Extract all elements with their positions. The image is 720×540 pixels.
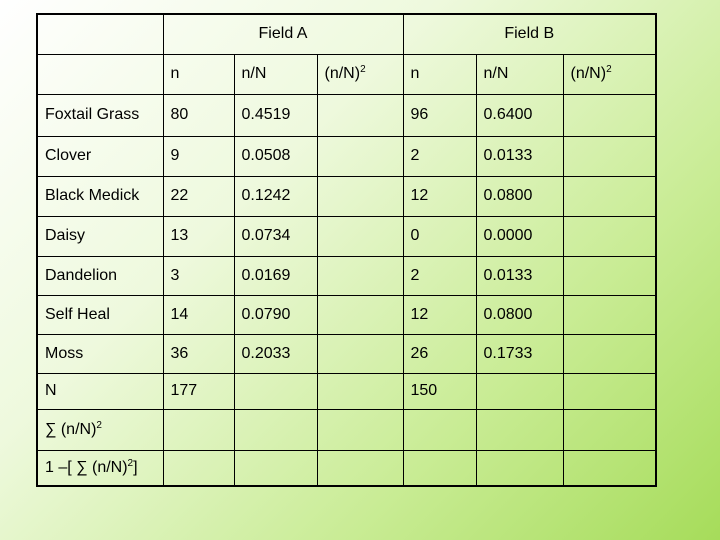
table-row: [37, 136, 656, 176]
field-a-sq-text: (n/N): [324, 65, 361, 82]
field-a-div-nN: [234, 450, 317, 486]
field-a-total-n: 177: [163, 373, 234, 409]
field-b-n: 96: [403, 94, 476, 136]
field-b-header: Field B: [403, 14, 656, 54]
field-header-row: [37, 14, 656, 54]
field-b-nN: 0.6400: [476, 94, 563, 136]
field-a-sum-n: [163, 409, 234, 450]
totals-label: N: [37, 373, 163, 409]
field-b-nN: 0.0000: [476, 216, 563, 256]
field-a-total-nN: [234, 373, 317, 409]
field-b-nN: 0.1733: [476, 334, 563, 373]
field-a-nN: 0.0169: [234, 256, 317, 295]
field-a-sq: [317, 256, 403, 295]
sum-squares-row: [37, 409, 656, 450]
table-row: [37, 256, 656, 295]
totals-row: [37, 373, 656, 409]
field-a-nN: 0.2033: [234, 334, 317, 373]
field-a-sq: [317, 334, 403, 373]
field-b-total-n: 150: [403, 373, 476, 409]
field-a-n: 9: [163, 136, 234, 176]
field-b-sum-nN: [476, 409, 563, 450]
diversity-index-label: [37, 450, 163, 486]
field-b-sq: [563, 176, 656, 216]
field-a-nN: 0.0790: [234, 295, 317, 334]
field-a-nN-header: n/N: [234, 54, 317, 94]
field-a-nN: 0.0508: [234, 136, 317, 176]
field-b-sq: [563, 295, 656, 334]
field-b-sum-sq: [563, 409, 656, 450]
field-b-sq-exp: 2: [606, 64, 612, 75]
field-a-sq: [317, 94, 403, 136]
field-b-sq: [563, 256, 656, 295]
corner-cell: [37, 14, 163, 54]
field-b-div-n: [403, 450, 476, 486]
field-a-n: 22: [163, 176, 234, 216]
species-name: Daisy: [37, 216, 163, 256]
field-a-sum-sq: [317, 409, 403, 450]
field-a-sq: [317, 216, 403, 256]
diversity-index-row: [37, 450, 656, 486]
field-b-sq: [563, 94, 656, 136]
table-row: [37, 334, 656, 373]
field-b-total-sq: [563, 373, 656, 409]
field-b-div-nN: [476, 450, 563, 486]
field-a-sum-nN: [234, 409, 317, 450]
field-b-nN: 0.0800: [476, 176, 563, 216]
field-a-div-n: [163, 450, 234, 486]
diversity-exp: 2: [127, 457, 134, 469]
species-column-header: [37, 54, 163, 94]
field-a-n-header: n: [163, 54, 234, 94]
field-b-sq: [563, 136, 656, 176]
field-b-n: 2: [403, 136, 476, 176]
field-a-header: Field A: [163, 14, 403, 54]
field-a-sq: [317, 295, 403, 334]
table-row: [37, 94, 656, 136]
sum-squares-exp: 2: [96, 419, 102, 431]
table-row: [37, 295, 656, 334]
field-b-nN: 0.0800: [476, 295, 563, 334]
species-name: Black Medick: [37, 176, 163, 216]
field-a-total-sq: [317, 373, 403, 409]
field-b-total-nN: [476, 373, 563, 409]
field-b-sq-text: (n/N): [570, 65, 607, 82]
species-name: Dandelion: [37, 256, 163, 295]
species-name: Moss: [37, 334, 163, 373]
field-a-sq: [317, 136, 403, 176]
field-a-sq: [317, 176, 403, 216]
field-b-n: 12: [403, 295, 476, 334]
field-a-sq-exp: 2: [360, 64, 366, 75]
sum-squares-text: ∑ (n/N): [45, 420, 97, 438]
field-b-sq: [563, 334, 656, 373]
diversity-suffix: ]: [133, 458, 138, 476]
field-a-nN: 0.0734: [234, 216, 317, 256]
table-row: [37, 176, 656, 216]
field-a-n: 36: [163, 334, 234, 373]
field-b-nN: 0.0133: [476, 136, 563, 176]
field-b-sum-n: [403, 409, 476, 450]
field-b-div-sq: [563, 450, 656, 486]
field-b-sq: [563, 216, 656, 256]
field-b-n-header: n: [403, 54, 476, 94]
species-name: Clover: [37, 136, 163, 176]
field-a-n: 3: [163, 256, 234, 295]
species-data-table: [36, 13, 657, 487]
species-name: Foxtail Grass: [37, 94, 163, 136]
field-b-n: 12: [403, 176, 476, 216]
field-a-n: 80: [163, 94, 234, 136]
field-a-n: 13: [163, 216, 234, 256]
field-a-nN: 0.4519: [234, 94, 317, 136]
field-b-n: 2: [403, 256, 476, 295]
field-b-sq-header: [563, 54, 656, 94]
field-b-n: 0: [403, 216, 476, 256]
field-b-n: 26: [403, 334, 476, 373]
table-row: [37, 216, 656, 256]
field-a-div-sq: [317, 450, 403, 486]
field-a-n: 14: [163, 295, 234, 334]
field-a-sq-header: [317, 54, 403, 94]
column-header-row: [37, 54, 656, 94]
diversity-prefix: 1 –[ ∑ (n/N): [45, 458, 128, 476]
species-name: Self Heal: [37, 295, 163, 334]
field-b-nN-header: n/N: [476, 54, 563, 94]
sum-squares-label: [37, 409, 163, 450]
field-b-nN: 0.0133: [476, 256, 563, 295]
field-a-nN: 0.1242: [234, 176, 317, 216]
